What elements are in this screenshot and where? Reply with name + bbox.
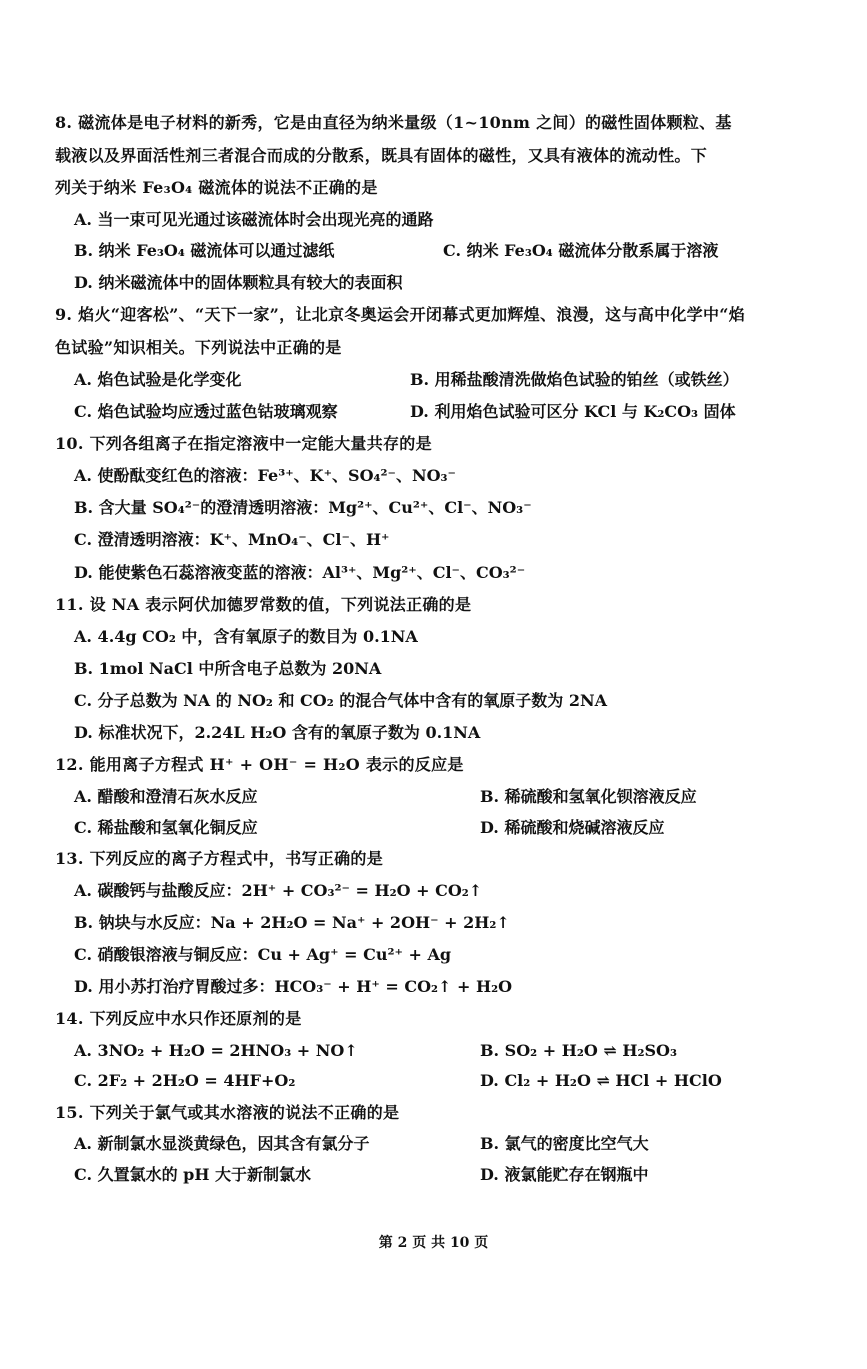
q8-stem-line3: 列关于纳米 Fe₃O₄ 磁流体的说法不正确的是 [55,178,378,197]
q8-option-c: C. 纳米 Fe₃O₄ 磁流体分散系属于溶液 [443,241,719,260]
q10-option-c: C. 澄清透明溶液：K⁺、MnO₄⁻、Cl⁻、H⁺ [74,530,390,549]
q8-option-a: A. 当一束可见光通过该磁流体时会出现光亮的通路 [74,210,434,229]
q9-option-a: A. 焰色试验是化学变化 [74,370,242,389]
q9-option-d: D. 利用焰色试验可区分 KCl 与 K₂CO₃ 固体 [410,402,736,421]
q13-option-b: B. 钠块与水反应：Na + 2H₂O = Na⁺ + 2OH⁻ + 2H₂↑ [74,913,510,932]
q8-option-b: B. 纳米 Fe₃O₄ 磁流体可以通过滤纸 [74,241,335,260]
q15-option-d: D. 液氯能贮存在钢瓶中 [480,1165,649,1184]
q13-stem: 13. 下列反应的离子方程式中，书写正确的是 [55,849,384,868]
q11-option-a: A. 4.4g CO₂ 中，含有氧原子的数目为 0.1NA [74,627,418,646]
q10-option-a: A. 使酚酞变红色的溶液：Fe³⁺、K⁺、SO₄²⁻、NO₃⁻ [74,466,456,485]
q15-option-c: C. 久置氯水的 pH 大于新制氯水 [74,1165,312,1184]
q13-option-a: A. 碳酸钙与盐酸反应：2H⁺ + CO₃²⁻ = H₂O + CO₂↑ [74,881,483,900]
q15-option-a: A. 新制氯水显淡黄绿色，因其含有氯分子 [74,1134,370,1153]
q10-option-d: D. 能使紫色石蕊溶液变蓝的溶液：Al³⁺、Mg²⁺、Cl⁻、CO₃²⁻ [74,563,526,582]
q11-option-c: C. 分子总数为 NA 的 NO₂ 和 CO₂ 的混合气体中含有的氧原子数为 2NA [74,691,608,710]
page-number: 第 2 页 共 10 页 [378,1235,489,1251]
q15-option-b: B. 氯气的密度比空气大 [480,1134,649,1153]
q14-stem: 14. 下列反应中水只作还原剂的是 [55,1009,302,1028]
q8-stem-line2: 载液以及界面活性剂三者混合而成的分散系，既具有固体的磁性，又具有液体的流动性。下 [55,146,708,165]
q9-option-b: B. 用稀盐酸清洗做焰色试验的铂丝（或铁丝） [410,370,739,389]
q15-stem: 15. 下列关于氯气或其水溶液的说法不正确的是 [55,1103,400,1122]
q10-option-b: B. 含大量 SO₄²⁻的澄清透明溶液：Mg²⁺、Cu²⁺、Cl⁻、NO₃⁻ [74,498,532,517]
q8-option-d: D. 纳米磁流体中的固体颗粒具有较大的表面积 [74,273,403,292]
q9-stem-line2: 色试验”知识相关。下列说法中正确的是 [55,338,342,357]
q13-option-c: C. 硝酸银溶液与铜反应：Cu + Ag⁺ = Cu²⁺ + Ag [74,945,452,964]
q9-option-c: C. 焰色试验均应透过蓝色钴玻璃观察 [74,402,338,421]
q11-stem: 11. 设 NA 表示阿伏加德罗常数的值，下列说法正确的是 [55,595,472,614]
q12-stem: 12. 能用离子方程式 H⁺ + OH⁻ = H₂O 表示的反应是 [55,755,464,774]
q14-option-a: A. 3NO₂ + H₂O = 2HNO₃ + NO↑ [74,1041,358,1060]
q13-option-d: D. 用小苏打治疗胃酸过多：HCO₃⁻ + H⁺ = CO₂↑ + H₂O [74,977,513,996]
q14-option-c: C. 2F₂ + 2H₂O = 4HF+O₂ [74,1071,296,1090]
q12-option-d: D. 稀硫酸和烧碱溶液反应 [480,818,665,837]
q12-option-c: C. 稀盐酸和氢氧化铜反应 [74,818,258,837]
q10-stem: 10. 下列各组离子在指定溶液中一定能大量共存的是 [55,434,432,453]
q8-stem-line1: 8. 磁流体是电子材料的新秀，它是由直径为纳米量级（1~10nm 之间）的磁性固体颗粒、基 [55,113,732,132]
q11-option-b: B. 1mol NaCl 中所含电子总数为 20NA [74,659,382,678]
q14-option-b: B. SO₂ + H₂O ⇌ H₂SO₃ [480,1041,677,1060]
q12-option-b: B. 稀硫酸和氢氧化钡溶液反应 [480,787,697,806]
q12-option-a: A. 醋酸和澄清石灰水反应 [74,787,258,806]
q9-stem-line1: 9. 焰火“迎客松”、“天下一家”，让北京冬奥运会开闭幕式更加辉煌、浪漫，这与高中化学中“焰 [55,305,746,324]
q11-option-d: D. 标准状况下，2.24L H₂O 含有的氧原子数为 0.1NA [74,723,481,742]
q14-option-d: D. Cl₂ + H₂O ⇌ HCl + HClO [480,1071,722,1090]
